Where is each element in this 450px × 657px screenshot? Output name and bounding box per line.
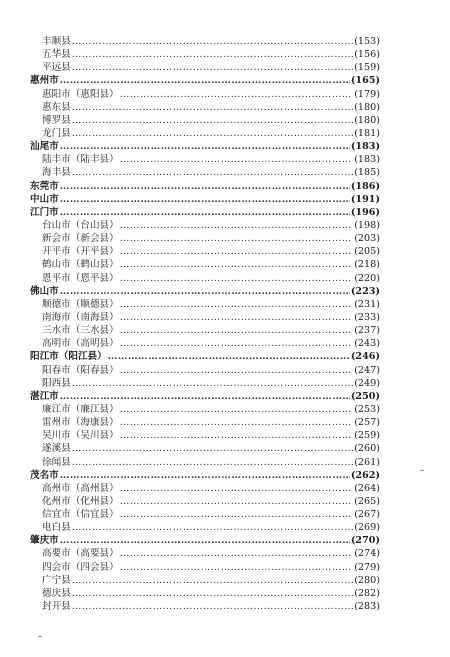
toc-entry-title: 广宁县 [42,574,71,586]
dot-leader [120,258,353,271]
toc-page-number: (253) [354,403,380,415]
toc-entry-title: 三水市（三水县） [42,325,119,337]
toc-entry-title: 惠东县 [42,101,71,113]
toc-entry-title: 丰顺县 [42,36,71,47]
toc-entry-title: 东莞市 [30,180,59,192]
toc-page-number: (279) [354,561,380,573]
toc-page-number: (267) [354,509,380,521]
toc-page-number: (153) [354,36,380,47]
toc-page-number: (183) [354,154,380,166]
toc-page-number: (249) [354,377,380,389]
toc-page-number: (282) [354,587,380,599]
toc-section-row [30,285,380,298]
toc-page-number: (181) [354,127,380,139]
toc-page-number: (205) [354,246,380,258]
dot-leader [72,35,353,48]
dot-leader [120,495,353,508]
toc-entry-title: 南海市（南海县） [42,311,119,323]
toc-page-number: (250) [350,390,380,402]
toc-entry-row [30,337,380,350]
toc-entry-title: 电白县 [42,522,71,534]
toc-page-number: (165) [350,75,380,87]
toc-entry-title: 高州市（高州县） [42,482,119,494]
toc-page-number: (198) [354,219,380,231]
toc-page-number: (247) [354,364,380,376]
toc-entry-title: 茂名市 [30,469,59,481]
toc-entry-row [30,311,380,324]
toc-section-row [30,180,380,193]
toc-entry-title: 肇庆市 [30,535,59,547]
toc-entry-row [30,219,380,232]
toc-entry-title: 顺德市（顺德县） [42,298,119,310]
toc-entry-title: 信宜市（信宜县） [42,509,119,521]
toc-entry-title: 龙门县 [42,127,71,139]
dot-leader [72,574,353,587]
toc-entry-row [30,258,380,271]
toc-page-number: (280) [354,574,380,586]
toc-entry-title: 鹤山市（鹤山县） [42,259,119,271]
toc-entry-title: 遂溪县 [42,443,71,455]
toc-page-number: (261) [354,456,380,468]
toc-page-number: (269) [354,522,380,534]
toc-entry-title: 惠阳市（惠阳县） [42,88,119,100]
dot-leader [120,153,353,166]
toc-page-number: (231) [354,298,380,310]
toc-page-number: (246) [350,351,380,363]
toc-page-number: (185) [354,167,380,179]
toc-section-row [30,140,380,153]
toc-section-row [30,390,380,403]
toc-entry-row [30,377,380,390]
toc-entry-title: 阳江市（阳江县） [30,351,107,363]
toc-page-number: (220) [354,272,380,284]
toc-entry-row [30,521,380,534]
toc-page-number: (186) [350,180,380,192]
toc-entry-row [30,101,380,114]
scan-mark [38,636,42,637]
toc-page-number: (243) [354,338,380,350]
toc-entry-title: 吴川市（吴川县） [42,430,119,442]
toc-entry-title: 陆丰市（陆丰县） [42,154,119,166]
toc-page-number: (274) [354,548,380,560]
toc-page-number: (179) [354,88,380,100]
dot-leader [60,285,350,298]
toc-entry-row [30,61,380,74]
dot-leader [120,429,353,442]
toc-entry-row [30,232,380,245]
scan-mark [420,470,424,471]
toc-section-row [30,534,380,547]
toc-page-number: (159) [354,62,380,74]
dot-leader [60,74,350,87]
toc-page-number: (196) [350,206,380,218]
toc-section-row [30,469,380,482]
toc-page-number: (180) [354,114,380,126]
toc-page-number: (191) [350,193,380,205]
toc-entry-row [30,324,380,337]
dot-leader [120,416,353,429]
dot-leader [120,232,353,245]
toc-entry-row [30,456,380,469]
dot-leader [72,166,353,179]
toc-entry-row [30,403,380,416]
dot-leader [120,311,353,324]
dot-leader [60,469,350,482]
toc-entry-title: 海丰县 [42,167,71,179]
toc-entry-title: 阳西县 [42,377,71,389]
dot-leader [120,245,353,258]
toc-page-number: (264) [354,482,380,494]
toc-page-number: (223) [350,285,380,297]
toc-entry-title: 开平市（开平县） [42,246,119,258]
dot-leader [120,88,353,101]
toc-entry-row [30,508,380,521]
toc-page-number: (257) [354,417,380,429]
toc-entry-row [30,272,380,285]
toc-entry-row [30,482,380,495]
dot-leader [72,101,353,114]
toc-entry-title: 阳春市（阳春县） [42,364,119,376]
toc-entry-row [30,574,380,587]
toc-page-number: (260) [354,443,380,455]
dot-leader [120,219,353,232]
toc-entry-row [30,364,380,377]
dot-leader [72,48,353,61]
toc-entry-row [30,127,380,140]
dot-leader [120,298,353,311]
toc-page-number: (203) [354,233,380,245]
dot-leader [120,272,353,285]
dot-leader [60,180,350,193]
dot-leader [120,561,353,574]
dot-leader [120,508,353,521]
dot-leader [60,206,350,219]
toc-entry-title: 封开县 [42,601,71,613]
dot-leader [60,390,350,403]
toc-entry-title: 化州市（化州县） [42,495,119,507]
toc-page-number: (233) [354,311,380,323]
toc-page-number: (218) [354,259,380,271]
toc-page-number: (180) [354,101,380,113]
dot-leader [120,364,353,377]
dot-leader [72,456,353,469]
dot-leader [60,140,350,153]
toc-entry-row [30,600,380,613]
dot-leader [120,324,353,337]
toc-page-number: (270) [350,535,380,547]
dot-leader [120,547,353,560]
dot-leader [72,442,353,455]
dot-leader [72,377,353,390]
toc-entry-row [30,298,380,311]
toc-entry-row [30,153,380,166]
toc-entry-title: 平远县 [42,62,71,74]
toc-entry-row [30,166,380,179]
toc-entry-row [30,495,380,508]
dot-leader [72,521,353,534]
toc-entry-title: 新会市（新会县） [42,233,119,245]
dot-leader [60,534,350,547]
toc-page-number: (283) [354,601,380,613]
toc-entry-title: 高明市（高明县） [42,338,119,350]
dot-leader [72,114,353,127]
toc-entry-title: 汕尾市 [30,141,59,153]
toc-entry-title: 中山市 [30,193,59,205]
toc-entry-row [30,429,380,442]
toc-entry-title: 雷州市（海康县） [42,417,119,429]
toc-entry-title: 江门市 [30,206,59,218]
toc-entry-title: 四会市（四会县） [42,561,119,573]
dot-leader [72,587,353,600]
toc-entry-row [30,442,380,455]
toc-entry-title: 佛山市 [30,285,59,297]
table-of-contents [30,35,380,613]
toc-entry-row [30,547,380,560]
toc-page-number: (237) [354,325,380,337]
dot-leader [60,193,350,206]
toc-entry-row [30,587,380,600]
toc-entry-title: 湛江市 [30,390,59,402]
toc-entry-row [30,245,380,258]
toc-entry-row [30,416,380,429]
toc-entry-title: 惠州市 [30,75,59,87]
toc-entry-row [30,35,380,48]
toc-entry-title: 德庆县 [42,587,71,599]
toc-page-number: (265) [354,495,380,507]
toc-entry-title: 高要市（高要县） [42,548,119,560]
toc-page-number: (259) [354,430,380,442]
dot-leader [120,482,353,495]
toc-section-row [30,206,380,219]
toc-entry-title: 五华县 [42,49,71,61]
dot-leader [72,61,353,74]
dot-leader [72,600,353,613]
toc-entry-row [30,114,380,127]
toc-entry-row [30,48,380,61]
dot-leader [120,337,353,350]
toc-entry-title: 徐闻县 [42,456,71,468]
toc-entry-row [30,88,380,101]
toc-page-number: (183) [350,141,380,153]
dot-leader [120,403,353,416]
toc-section-row [30,74,380,87]
dot-leader [108,350,350,363]
toc-section-row [30,350,380,363]
toc-entry-row [30,561,380,574]
toc-entry-title: 恩平市（恩平县） [42,272,119,284]
toc-page-number: (262) [350,469,380,481]
toc-entry-title: 台山市（台山县） [42,219,119,231]
toc-section-row [30,193,380,206]
toc-entry-title: 博罗县 [42,114,71,126]
toc-page-number: (156) [354,49,380,61]
toc-entry-title: 廉江市（廉江县） [42,403,119,415]
dot-leader [72,127,353,140]
